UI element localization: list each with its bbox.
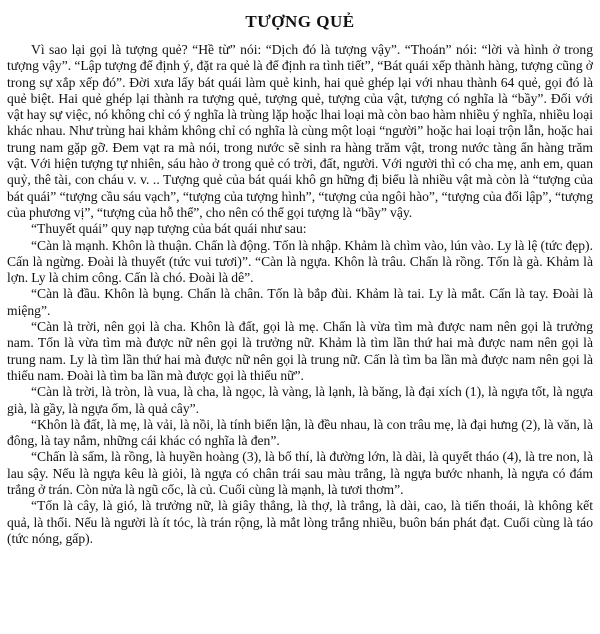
page-title: TƯỢNG QUẺ [245, 12, 355, 31]
paragraph-ton: “Tốn là cây, là gió, là trưởng nữ, là giây thẳng, là thợ, là trắng, là dài, cao, là tiến thoái, là không kết quả, là thối. Nếu là người là ít tóc, là trán rộng, là mắt lòng trắng nhiều, buôn bán phát đạt. Cuối cùng là táo (tức nóng, gấp). [7, 498, 593, 546]
paragraph-khon: “Khôn là đất, là mẹ, là vải, là nồi, là tính biển lận, là đều nhau, là con trâu mẹ, là đại hưng (2), là văn, là đông, là tay nắm, những cái khác có nghĩa là đen”. [7, 416, 593, 449]
paragraph-family: “Càn là trời, nên gọi là cha. Khôn là đất, gọi là mẹ. Chấn là vừa tìm mà được nam nên gọi là trưởng nam. Tốn là vừa tìm mà được nữ nên gọi là trưởng nữ. Khảm là tìm lần thứ hai mà được nam nên gọi là trung nam. Ly là tìm lần thứ hai mà được nữ nên gọi là trung nữ. Cấn là tìm ba lần mà được nam nên gọi là thiếu nam. Đoài là tìm ba lần mà được gọi là thiếu nữ”. [7, 319, 593, 383]
paragraph-intro: Vì sao lại gọi là tượng quẻ? “Hề từ” nói: “Dịch đó là tượng vậy”. “Thoán” nói: “lời và hình ở trong tượng vậy”. “Lập tượng để định ý, đặt ra quẻ là để định ra tình tiết”, “Bát quái xếp thành hàng, tượng cũng ở trong sự xắp xếp đó”. Đời xưa lấy bát quái làm quẻ kinh, hai quẻ ghép lại với nhau thành 64 quẻ, gọi đó là quẻ biệt. Hai quẻ ghép lại thành ra tượng quẻ, tượng quẻ, tượng của vật, tượng có nghĩa là “bầy”. Đối với vật hay sự việc, nó không chỉ có ý nghĩa là trùng lặp hoặc lhai loại mà còn bao hàm nhiều ý nghĩa, nhiều loại khác nhau. Như trùng hai khảm không chỉ có nghĩa là cùng một loại “người” hoặc hai loại trộn lẫn, hoặc hai trung nam gặp gỡ. Đem vạt ra mà nói, trong nước sẽ sinh ra hàng trăm vật, trong nước tàng ẩn hàng trăm vật. Với hiện tượng tự nhiên, sáu hào ở trong quẻ có trời, đất, người. Với người thì có cha mẹ, anh em, quan quỷ, thê tài, con cháu v. v. .. Tượng quẻ của bát quái khô gn hững đị biểu là nhiều vật mà còn là “tượng của bát quái” “tượng cầu sáu vạch”, “tượng của tượng hình”, “tượng của ngôi hào”, “tượng của đối lập”, “tượng của phương vị”, “tượng của hỗ thể”, cho nên có thể gọi tượng là “bầy” vậy. [7, 42, 593, 220]
paragraph-can: “Càn là trời, là tròn, là vua, là cha, là ngọc, là vàng, là lạnh, là băng, là đại xích (1), là ngựa tốt, là ngựa già, là gầy, là ngựa ốm, là quả cây”. [7, 384, 593, 416]
paragraph-thuyet-quai: “Thuyết quái” quy nạp tượng của bát quái như sau: [31, 221, 307, 237]
paragraph-chan: “Chấn là sấm, là rồng, là huyền hoàng (3), là bố thí, là đường lớn, là dài, là quyết tháo (4), là tre non, là lau sậy. Nếu là ngựa kêu là giỏi, là ngựa có chân trái sau màu trắng, là ngựa bước nhanh, là ngựa có đám trắng ở trán. Còn nửa là ngũ cốc, là củ. Cuối cùng là mạnh, là tươi thơm”. [7, 449, 593, 498]
paragraph-qualities-animals: “Càn là mạnh. Khôn là thuận. Chấn là động. Tốn là nhập. Khảm là chìm vào, lún vào. Ly là lệ (tức đẹp). Cấn là ngừng. Đoài là thuyết (tức vui tươi)”. “Càn là ngựa. Khôn là trâu. Chấn là rồng. Tốn là gà. Khảm là lợn. Ly là chim công. Cấn là chó. Đoài là dê”. [7, 237, 593, 286]
paragraph-body-parts: “Càn là đầu. Khôn là bụng. Chấn là chân. Tốn là bắp đùi. Khảm là tai. Ly là mắt. Cấn là tay. Đoài là miệng”. [7, 286, 593, 318]
